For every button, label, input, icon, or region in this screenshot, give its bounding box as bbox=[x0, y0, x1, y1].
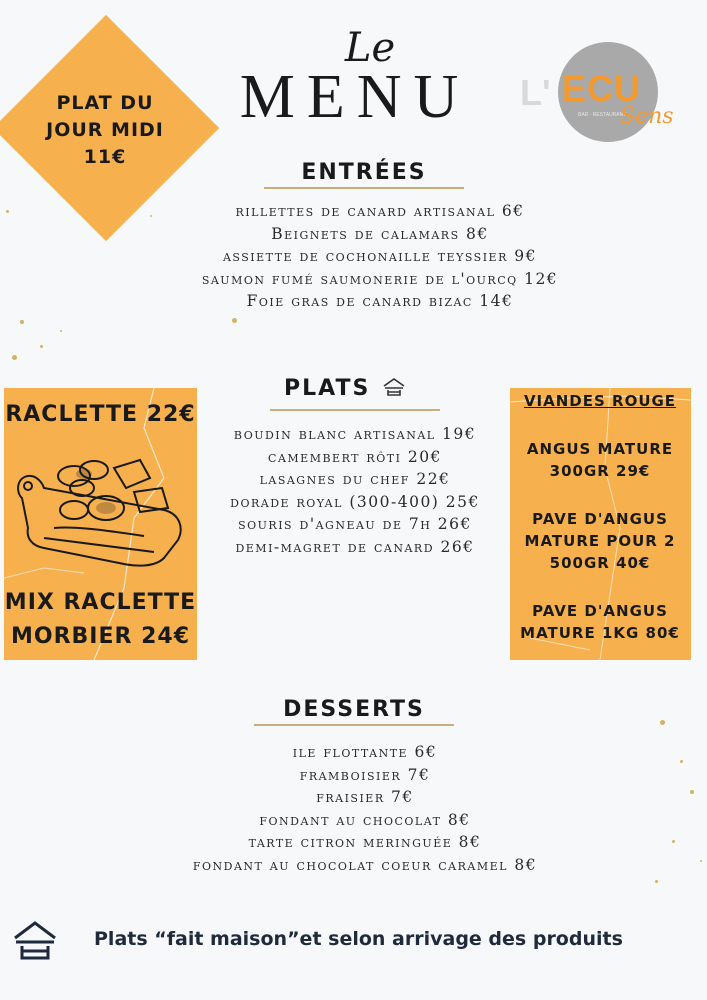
viande-line: 300GR 29€ bbox=[549, 462, 651, 480]
list-item: tarte citron meringuée 8€ bbox=[248, 833, 482, 851]
list-item: lasagnes du chef 22€ bbox=[259, 470, 451, 488]
logo-sens: Sens bbox=[620, 104, 674, 129]
mix-raclette-title: MIX RACLETTE bbox=[4, 590, 197, 615]
plat-du-jour-line2: JOUR MIDI bbox=[46, 119, 164, 141]
desserts-list bbox=[120, 741, 610, 876]
desserts-rule bbox=[254, 724, 454, 726]
title-le: Le bbox=[344, 25, 396, 71]
restaurant-logo bbox=[520, 42, 680, 142]
viande-line: 500GR 40€ bbox=[549, 554, 651, 572]
viande-line: MATURE 1KG 80€ bbox=[520, 624, 680, 642]
desserts-title: DESSERTS bbox=[283, 697, 425, 722]
list-item: demi-magret de canard 26€ bbox=[235, 537, 475, 556]
list-item: fondant au chocolat 8€ bbox=[259, 810, 471, 829]
list-item: fondant au chocolat coeur caramel 8€ bbox=[192, 855, 538, 874]
viande-line: PAVE D'ANGUS bbox=[532, 510, 668, 528]
list-item: boudin blanc artisanal 19€ bbox=[233, 425, 477, 443]
entrees-title: ENTRÉES bbox=[301, 160, 427, 185]
logo-tagline: BAR · RESTAURANT bbox=[578, 112, 627, 118]
viande-line: ANGUS MATURE bbox=[526, 440, 674, 458]
entrees-rule bbox=[264, 187, 464, 189]
raclette-price: RACLETTE 22€ bbox=[5, 402, 196, 427]
list-item: ile flottante 6€ bbox=[292, 743, 438, 761]
viande-line: MATURE POUR 2 bbox=[524, 532, 676, 550]
plats-title-text: PLATS bbox=[284, 376, 371, 401]
viande-item bbox=[510, 438, 690, 482]
list-item: fraisier 7€ bbox=[316, 788, 414, 806]
viande-item bbox=[510, 508, 690, 574]
viande-item bbox=[510, 600, 690, 644]
entrees-list bbox=[140, 200, 620, 313]
plats-list bbox=[200, 423, 510, 558]
list-item: saumon fumé saumonerie de l'ourcq 12€ bbox=[201, 269, 559, 288]
plats-title bbox=[270, 376, 420, 401]
house-icon bbox=[12, 920, 58, 962]
list-item: assiette de cochonaille teyssier 9€ bbox=[222, 247, 538, 265]
viandes-title: VIANDES ROUGE bbox=[523, 392, 677, 410]
list-item: souris d'agneau de 7h 26€ bbox=[238, 515, 472, 533]
page-title: MENU bbox=[239, 63, 471, 131]
list-item: dorade royal (300-400) 25€ bbox=[230, 492, 480, 511]
viande-line: PAVE D'ANGUS bbox=[532, 602, 668, 620]
plats-rule bbox=[270, 409, 440, 411]
list-item: Beignets de calamars 8€ bbox=[271, 224, 489, 243]
plat-du-jour-price: 11€ bbox=[83, 146, 127, 168]
house-icon bbox=[382, 377, 406, 397]
list-item: camembert rôti 20€ bbox=[268, 447, 442, 466]
homemade-note: Plats “fait maison”et selon arrivage des produits bbox=[94, 928, 623, 950]
list-item: framboisier 7€ bbox=[299, 765, 431, 784]
list-item: rillettes de canard artisanal 6€ bbox=[235, 202, 525, 220]
logo-ecu: ECU bbox=[562, 68, 642, 109]
plat-du-jour-line1: PLAT DU bbox=[56, 92, 154, 114]
mix-raclette-price: MORBIER 24€ bbox=[10, 624, 191, 649]
raclette-board-illustration bbox=[14, 448, 189, 573]
list-item: Foie gras de canard bizac 14€ bbox=[246, 292, 514, 310]
logo-l: L' bbox=[520, 72, 551, 113]
plat-du-jour-text bbox=[30, 90, 180, 171]
